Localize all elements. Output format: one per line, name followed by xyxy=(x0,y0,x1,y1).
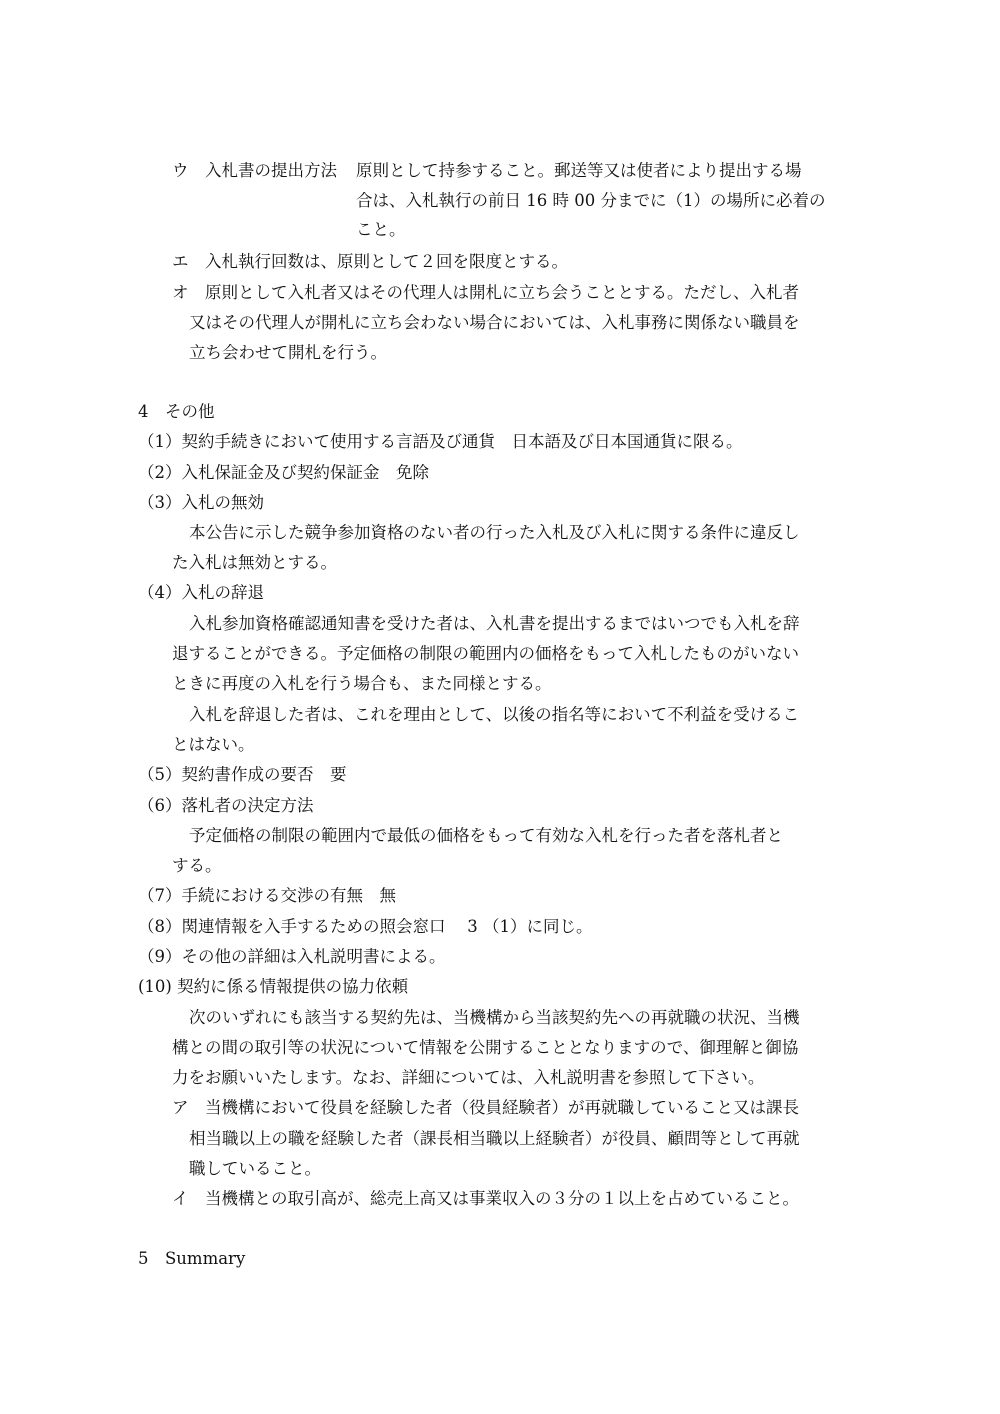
section4-item3-heading: （3）入札の無効 xyxy=(138,493,264,512)
item-e-line1: エ 入札執行回数は、原則として２回を限度とする。 xyxy=(172,252,568,271)
item-o-line2: 又はその代理人が開札に立ち会わない場合においては、入札事務に関係ない職員を xyxy=(189,313,800,332)
item-o-line3: 立ち会わせて開札を行う。 xyxy=(189,343,387,362)
section4-item4-heading: （4）入札の辞退 xyxy=(138,583,264,602)
section5-heading: 5 Summary xyxy=(138,1249,246,1268)
section4-item6-heading: （6）落札者の決定方法 xyxy=(138,796,314,815)
item-u-text-line3: こと。 xyxy=(356,220,406,239)
item-o-line1: オ 原則として入札者又はその代理人は開札に立ち会うこととする。ただし、入札者 xyxy=(172,283,799,302)
section4-item3-line1: 本公告に示した競争参加資格のない者の行った入札及び入札に関する条件に違反し xyxy=(189,523,800,542)
section4-item8: （8）関連情報を入手するための照会窓口 3 （1）に同じ。 xyxy=(138,917,593,936)
section4-item10-line1: 次のいずれにも該当する契約先は、当機構から当該契約先への再就職の状況、当機 xyxy=(189,1008,800,1027)
section4-item10-heading: (10) 契約に係る情報提供の協力依頼 xyxy=(138,977,409,996)
section4-item4-p1-line1: 入札参加資格確認通知書を受けた者は、入札書を提出するまではいつでも入札を辞 xyxy=(189,614,800,633)
section4-item7: （7）手続における交渉の有無 無 xyxy=(138,886,396,905)
section4-item10-line2: 構との間の取引等の状況について情報を公開することとなりますので、御理解と御協 xyxy=(172,1038,799,1057)
section4-item10-a-line3: 職していること。 xyxy=(189,1159,321,1178)
section4-item6-line1: 予定価格の制限の範囲内で最低の価格をもって有効な入札を行った者を落札者と xyxy=(189,826,783,845)
section4-heading: 4 その他 xyxy=(138,402,215,421)
section4-item4-p1-line3: ときに再度の入札を行う場合も、また同様とする。 xyxy=(172,674,552,693)
section4-item6-line2: する。 xyxy=(172,856,222,875)
item-u-label: ウ 入札書の提出方法 xyxy=(172,161,337,180)
section4-item10-a-line1: ア 当機構において役員を経験した者（役員経験者）が再就職していること又は課長 xyxy=(172,1098,799,1117)
section4-item5: （5）契約書作成の要否 要 xyxy=(138,765,347,784)
section4-item1: （1）契約手続きにおいて使用する言語及び通貨 日本語及び日本国通貨に限る。 xyxy=(138,432,743,451)
section4-item10-i-line1: イ 当機構との取引高が、総売上高又は事業収入の３分の１以上を占めていること。 xyxy=(172,1189,799,1208)
section4-item4-p2-line2: とはない。 xyxy=(172,735,255,754)
section4-item10-line3: 力をお願いいたします。なお、詳細については、入札説明書を参照して下さい。 xyxy=(172,1068,765,1087)
section4-item10-a-line2: 相当職以上の職を経験した者（課長相当職以上経験者）が役員、顧問等として再就 xyxy=(189,1129,800,1148)
item-u-text-line1: 原則として持参すること。郵送等又は使者により提出する場 xyxy=(356,161,802,180)
section4-item3-line2: た入札は無効とする。 xyxy=(172,553,337,572)
section4-item4-p2-line1: 入札を辞退した者は、これを理由として、以後の指名等において不利益を受けるこ xyxy=(189,705,800,724)
item-u-text-line2: 合は、入札執行の前日 16 時 00 分までに（1）の場所に必着の xyxy=(356,191,826,210)
section4-item4-p1-line2: 退することができる。予定価格の制限の範囲内の価格をもって入札したものがいない xyxy=(172,644,799,663)
section4-item9: （9）その他の詳細は入札説明書による。 xyxy=(138,947,446,966)
section4-item2: （2）入札保証金及び契約保証金 免除 xyxy=(138,463,429,482)
